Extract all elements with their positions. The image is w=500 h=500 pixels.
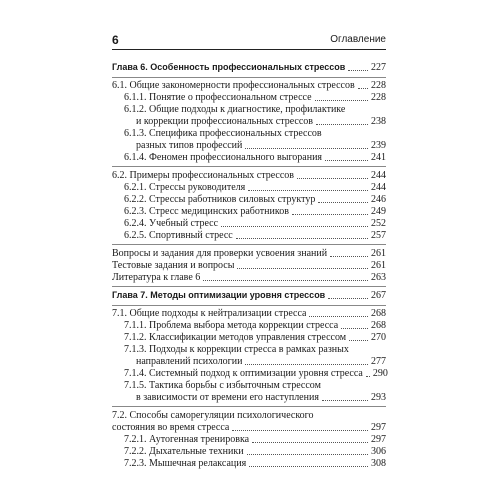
leader-dots	[236, 237, 368, 239]
toc-entry-6-2-4[interactable]	[124, 218, 386, 229]
toc-page: 238	[371, 116, 386, 127]
toc-title: 6.2.3. Стресс медицинских работников	[124, 206, 289, 217]
toc-entry-7-1-5-line1[interactable]: 7.1.5. Тактика борьбы с избыточным стрессом	[124, 380, 321, 391]
toc-entry-7-1-1[interactable]	[124, 320, 386, 331]
toc-entry-7-1-5[interactable]	[136, 392, 386, 403]
toc-entry-7-2-1[interactable]	[124, 434, 386, 445]
toc-title: 6.1.4. Феномен профессионального выгорания	[124, 152, 323, 163]
toc-page: 244	[371, 182, 386, 193]
toc-entry-7-2-3[interactable]	[124, 458, 386, 469]
toc-title: 6.2.1. Стрессы руководителя	[124, 182, 246, 193]
toc-title: направлений психологии	[136, 356, 243, 367]
toc-title: 7.1.2. Классификации методов управления стрессом	[124, 332, 347, 343]
toc-entry-6-2-2[interactable]	[124, 194, 386, 205]
toc-title: 7.2.1. Аутогенная тренировка	[124, 434, 250, 445]
toc-page: 306	[371, 446, 386, 457]
running-title: Оглавление	[330, 34, 386, 45]
toc-page: 261	[371, 260, 386, 271]
toc-page: 246	[371, 194, 386, 205]
leader-dots	[248, 189, 368, 191]
toc-entry-7-1-4[interactable]	[124, 368, 386, 379]
toc-entry-6-2-1[interactable]	[124, 182, 386, 193]
toc-entry-7-2[interactable]	[112, 422, 386, 433]
toc-page: 263	[371, 272, 386, 283]
toc-title: 6.2.2. Стрессы работников силовых структур	[124, 194, 316, 205]
toc-page: 267	[371, 290, 386, 301]
toc-title: 7.2.3. Мышечная релаксация	[124, 458, 247, 469]
leader-dots	[348, 69, 368, 71]
toc-entry-6-1-2[interactable]	[136, 116, 386, 127]
toc-page: 308	[371, 458, 386, 469]
toc-entry-6-1[interactable]	[112, 80, 386, 91]
section-rule	[112, 244, 386, 245]
leader-dots	[247, 453, 368, 455]
toc-title: Глава 7. Методы оптимизации уровня стрессов	[112, 290, 326, 300]
toc-entry-6-1-3[interactable]	[136, 140, 386, 151]
leader-dots	[330, 255, 368, 257]
toc-title: 6.1.1. Понятие о профессиональном стрессе	[124, 92, 312, 103]
toc-entry-6-2[interactable]	[112, 170, 386, 181]
leader-dots	[221, 225, 368, 227]
toc-page: 239	[371, 140, 386, 151]
toc-title: Глава 6. Особенность профессиональных стрессов	[112, 62, 346, 72]
leader-dots	[237, 267, 368, 269]
toc-title: разных типов профессий	[136, 140, 243, 151]
leader-dots	[292, 213, 368, 215]
leader-dots	[322, 399, 368, 401]
toc-title: и коррекции профессиональных стрессов	[136, 116, 314, 127]
toc-entry-6-1-2-line1[interactable]: 6.1.2. Общие подходы к диагностике, профилактике	[124, 104, 346, 115]
toc-entry-tests[interactable]	[112, 260, 386, 271]
toc-entry-6-1-4[interactable]	[124, 152, 386, 163]
leader-dots	[316, 123, 368, 125]
toc-page: 277	[371, 356, 386, 367]
toc-title: 6.1. Общие закономерности профессиональных стрессов	[112, 80, 355, 91]
toc-title: 7.2.2. Дыхательные техники	[124, 446, 244, 457]
toc-page: 252	[371, 218, 386, 229]
leader-dots	[318, 201, 368, 203]
section-rule	[112, 166, 386, 167]
leader-dots	[203, 279, 368, 281]
leader-dots	[309, 315, 368, 317]
toc-page: 268	[371, 308, 386, 319]
toc-entry-7-2-line1[interactable]: 7.2. Способы саморегуляции психологического	[112, 410, 314, 421]
leader-dots	[341, 327, 368, 329]
toc-page: 297	[371, 434, 386, 445]
toc-entry-7-1-3-line1[interactable]: 7.1.3. Подходы к коррекции стресса в рамках разных	[124, 344, 349, 355]
toc-title: 7.1. Общие подходы к нейтрализации стресса	[112, 308, 307, 319]
toc-chapter-6[interactable]	[112, 62, 386, 73]
toc-page: 297	[371, 422, 386, 433]
toc-page: 241	[371, 152, 386, 163]
toc-entry-6-2-3[interactable]	[124, 206, 386, 217]
toc-page: 261	[371, 248, 386, 259]
toc-entry-6-1-1[interactable]	[124, 92, 386, 103]
toc-page: 290	[372, 368, 388, 379]
leader-dots	[245, 363, 368, 365]
page-number: 6	[112, 33, 119, 47]
toc-entry-questions[interactable]	[112, 248, 386, 259]
toc-title: в зависимости от времени его наступления	[136, 392, 319, 403]
leader-dots	[358, 87, 368, 89]
toc-entry-7-1[interactable]	[112, 308, 386, 319]
toc-title: 6.2.5. Спортивный стресс	[124, 230, 233, 241]
leader-dots	[252, 441, 368, 443]
leader-dots	[366, 375, 370, 377]
section-rule	[112, 77, 386, 78]
section-rule	[112, 305, 386, 306]
toc-title: 6.2. Примеры профессиональных стрессов	[112, 170, 295, 181]
toc-page: 228	[371, 80, 386, 91]
toc-title: Вопросы и задания для проверки усвоения знаний	[112, 248, 328, 259]
toc-page: 293	[371, 392, 386, 403]
toc-page: 257	[371, 230, 386, 241]
toc-entry-7-1-2[interactable]	[124, 332, 386, 343]
toc-entry-7-1-3[interactable]	[136, 356, 386, 367]
toc-page: 270	[371, 332, 386, 343]
toc-title: Тестовые задания и вопросы	[112, 260, 235, 271]
toc-title: 6.2.4. Учебный стресс	[124, 218, 219, 229]
leader-dots	[245, 147, 368, 149]
toc-page: 228	[371, 92, 386, 103]
leader-dots	[249, 465, 368, 467]
leader-dots	[297, 177, 368, 179]
leader-dots	[232, 429, 368, 431]
leader-dots	[328, 297, 368, 299]
toc-page: 227	[371, 62, 386, 73]
leader-dots	[349, 339, 368, 341]
toc-entry-6-2-5[interactable]	[124, 230, 386, 241]
toc-title: состояния во время стресса	[112, 422, 230, 433]
toc-page: 268	[371, 320, 386, 331]
toc-entry-7-2-2[interactable]	[124, 446, 386, 457]
toc-page: 244	[371, 170, 386, 181]
toc-entry-literature[interactable]	[112, 272, 386, 283]
page-header	[112, 33, 386, 50]
toc-title: 7.1.1. Проблема выбора метода коррекции стресса	[124, 320, 339, 331]
leader-dots	[325, 159, 368, 161]
toc-chapter-7[interactable]	[112, 290, 386, 301]
section-rule	[112, 406, 386, 407]
toc-page: 249	[371, 206, 386, 217]
toc-entry-6-1-3-line1[interactable]: 6.1.3. Специфика профессиональных стрессов	[124, 128, 322, 139]
section-rule	[112, 286, 386, 287]
toc-title: Литература к главе 6	[112, 272, 201, 283]
toc-title: 7.1.4. Системный подход к оптимизации уровня стресса	[124, 368, 363, 379]
leader-dots	[315, 99, 368, 101]
